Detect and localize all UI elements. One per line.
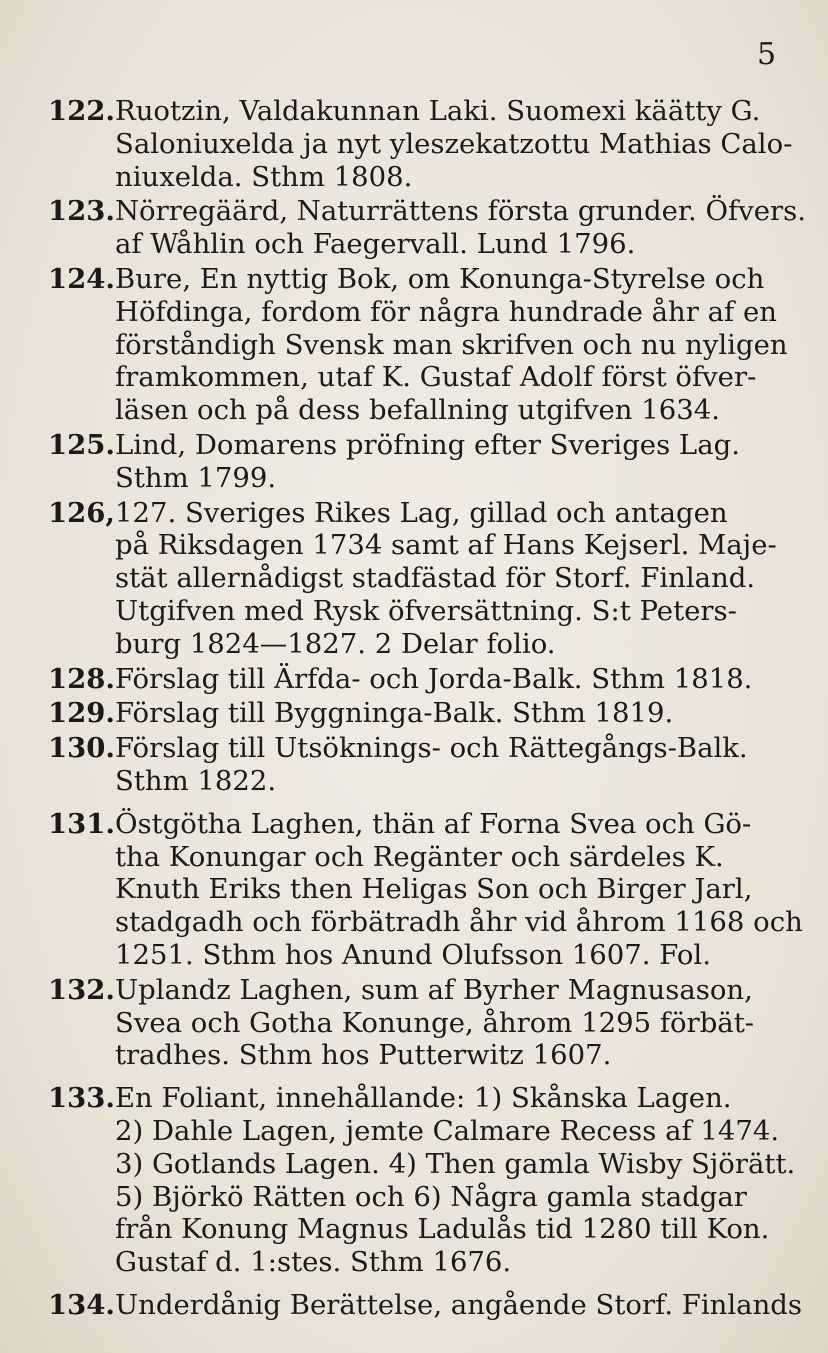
entry-line: Sthm 1799. <box>114 461 277 494</box>
catalogue-entry <box>48 1082 808 1279</box>
entry-line: 2) Dahle Lagen, jemte Calmare Recess af 1474. <box>114 1114 780 1147</box>
entry-text <box>115 195 808 261</box>
entry-line: Höfdinga, fordom för några hundrade åhr af en <box>114 295 777 328</box>
entry-line: 5) Björkö Rätten och 6) Några gamla stadgar <box>114 1180 747 1213</box>
entry-line: Förslag till Byggninga-Balk. Sthm 1819. <box>114 697 674 730</box>
catalogue-entry <box>48 95 808 193</box>
entry-line: 1251. Sthm hos Anund Olufsson 1607. Fol. <box>114 938 711 971</box>
entry-line: Utgifven med Rysk öfversättning. S:t Peters- <box>114 594 737 627</box>
entry-text <box>115 497 808 661</box>
catalogue-entries <box>48 95 808 1324</box>
entry-line: af Wåhlin och Faegervall. Lund 1796. <box>114 228 636 261</box>
catalogue-entry <box>48 732 808 798</box>
entry-line: Sthm 1822. <box>114 764 277 797</box>
entry-text <box>115 697 808 730</box>
entry-number: 131. <box>48 807 115 840</box>
entry-line: tha Konungar och Regänter och särdeles K. <box>114 840 724 873</box>
entry-text <box>115 808 808 972</box>
entry-line: Nörregäärd, Naturrättens första grunder. Öfvers. <box>114 195 807 228</box>
entry-line: tradhes. Sthm hos Putterwitz 1607. <box>114 1039 612 1072</box>
catalogue-entry <box>48 663 808 696</box>
entry-line: Underdånig Berättelse, angående Storf. Finlands <box>114 1288 803 1321</box>
entry-text <box>115 1082 808 1279</box>
entry-line: Gustaf d. 1:stes. Sthm 1676. <box>114 1246 512 1279</box>
entry-text <box>115 95 808 193</box>
entry-line: framkommen, utaf K. Gustaf Adolf först öfver- <box>114 361 757 394</box>
catalogue-entry <box>48 697 808 730</box>
entry-line: från Konung Magnus Ladulås tid 1280 till Kon. <box>114 1213 770 1246</box>
entry-number: 122. <box>48 95 115 127</box>
entry-line: Förslag till Utsöknings- och Rättegångs-Balk. <box>114 732 748 765</box>
entry-text <box>115 732 808 798</box>
catalogue-entry <box>48 1289 808 1322</box>
entry-line: Lind, Domarens pröfning efter Sveriges Lag. <box>114 428 740 461</box>
entry-line: En Foliant, innehållande: 1) Skånska Lagen. <box>114 1082 732 1115</box>
entry-line: niuxelda. Sthm 1808. <box>114 160 413 193</box>
entry-number: 134. <box>48 1288 115 1321</box>
entry-line: Ruotzin, Valdakunnan Laki. Suomexi käätty G. <box>114 95 761 127</box>
entry-text <box>115 974 808 1072</box>
entry-line: 127. Sveriges Rikes Lag, gillad och antagen <box>114 496 728 529</box>
entry-line: läsen och på dess befallning utgifven 1634. <box>114 394 720 427</box>
entry-line: burg 1824—1827. 2 Delar folio. <box>114 627 556 660</box>
catalogue-entry <box>48 497 808 661</box>
entry-line: 3) Gotlands Lagen. 4) Then gamla Wisby Sjörätt. <box>114 1147 796 1180</box>
entry-text <box>115 429 808 495</box>
entry-line: stät allernådigst stadfästad för Storf. Finland. <box>114 562 756 595</box>
catalogue-entry <box>48 195 808 261</box>
entry-text <box>115 263 808 427</box>
entry-line: Uplandz Laghen, sum af Byrher Magnusason, <box>114 973 753 1006</box>
catalogue-entry <box>48 974 808 1072</box>
entry-number: 125. <box>48 428 115 461</box>
entry-number: 126, <box>48 496 115 529</box>
entry-line: förståndigh Svensk man skrifven och nu nyligen <box>114 328 788 361</box>
entry-line: Saloniuxelda ja nyt yleszekatzottu Mathias Calo- <box>114 127 793 160</box>
entry-number: 130. <box>48 732 115 765</box>
catalogue-entry <box>48 808 808 972</box>
entry-text <box>115 663 808 696</box>
catalogue-entry <box>48 263 808 427</box>
entry-number: 132. <box>48 973 115 1006</box>
entry-line: Svea och Gotha Konunge, åhrom 1295 förbät- <box>114 1006 755 1039</box>
entry-number: 123. <box>48 195 115 228</box>
entry-number: 124. <box>48 262 115 295</box>
entry-number: 129. <box>48 697 115 730</box>
entry-line: på Riksdagen 1734 samt af Hans Kejserl. Maje- <box>114 529 777 562</box>
entry-line: Östgötha Laghen, thän af Forna Svea och Gö- <box>114 807 752 840</box>
entry-line: Knuth Eriks then Heligas Son och Birger Jarl, <box>114 873 753 906</box>
entry-line: Förslag till Ärfda- och Jorda-Balk. Sthm 1818. <box>114 662 753 695</box>
entry-line: stadgadh och förbätradh åhr vid åhrom 1168 och <box>114 906 803 939</box>
entry-number: 128. <box>48 662 115 695</box>
catalogue-entry <box>48 429 808 495</box>
entry-text <box>115 1289 808 1322</box>
entry-number: 133. <box>48 1082 115 1115</box>
page-number: 5 <box>757 37 777 72</box>
entry-line: Bure, En nyttig Bok, om Konunga-Styrelse och <box>114 262 765 295</box>
